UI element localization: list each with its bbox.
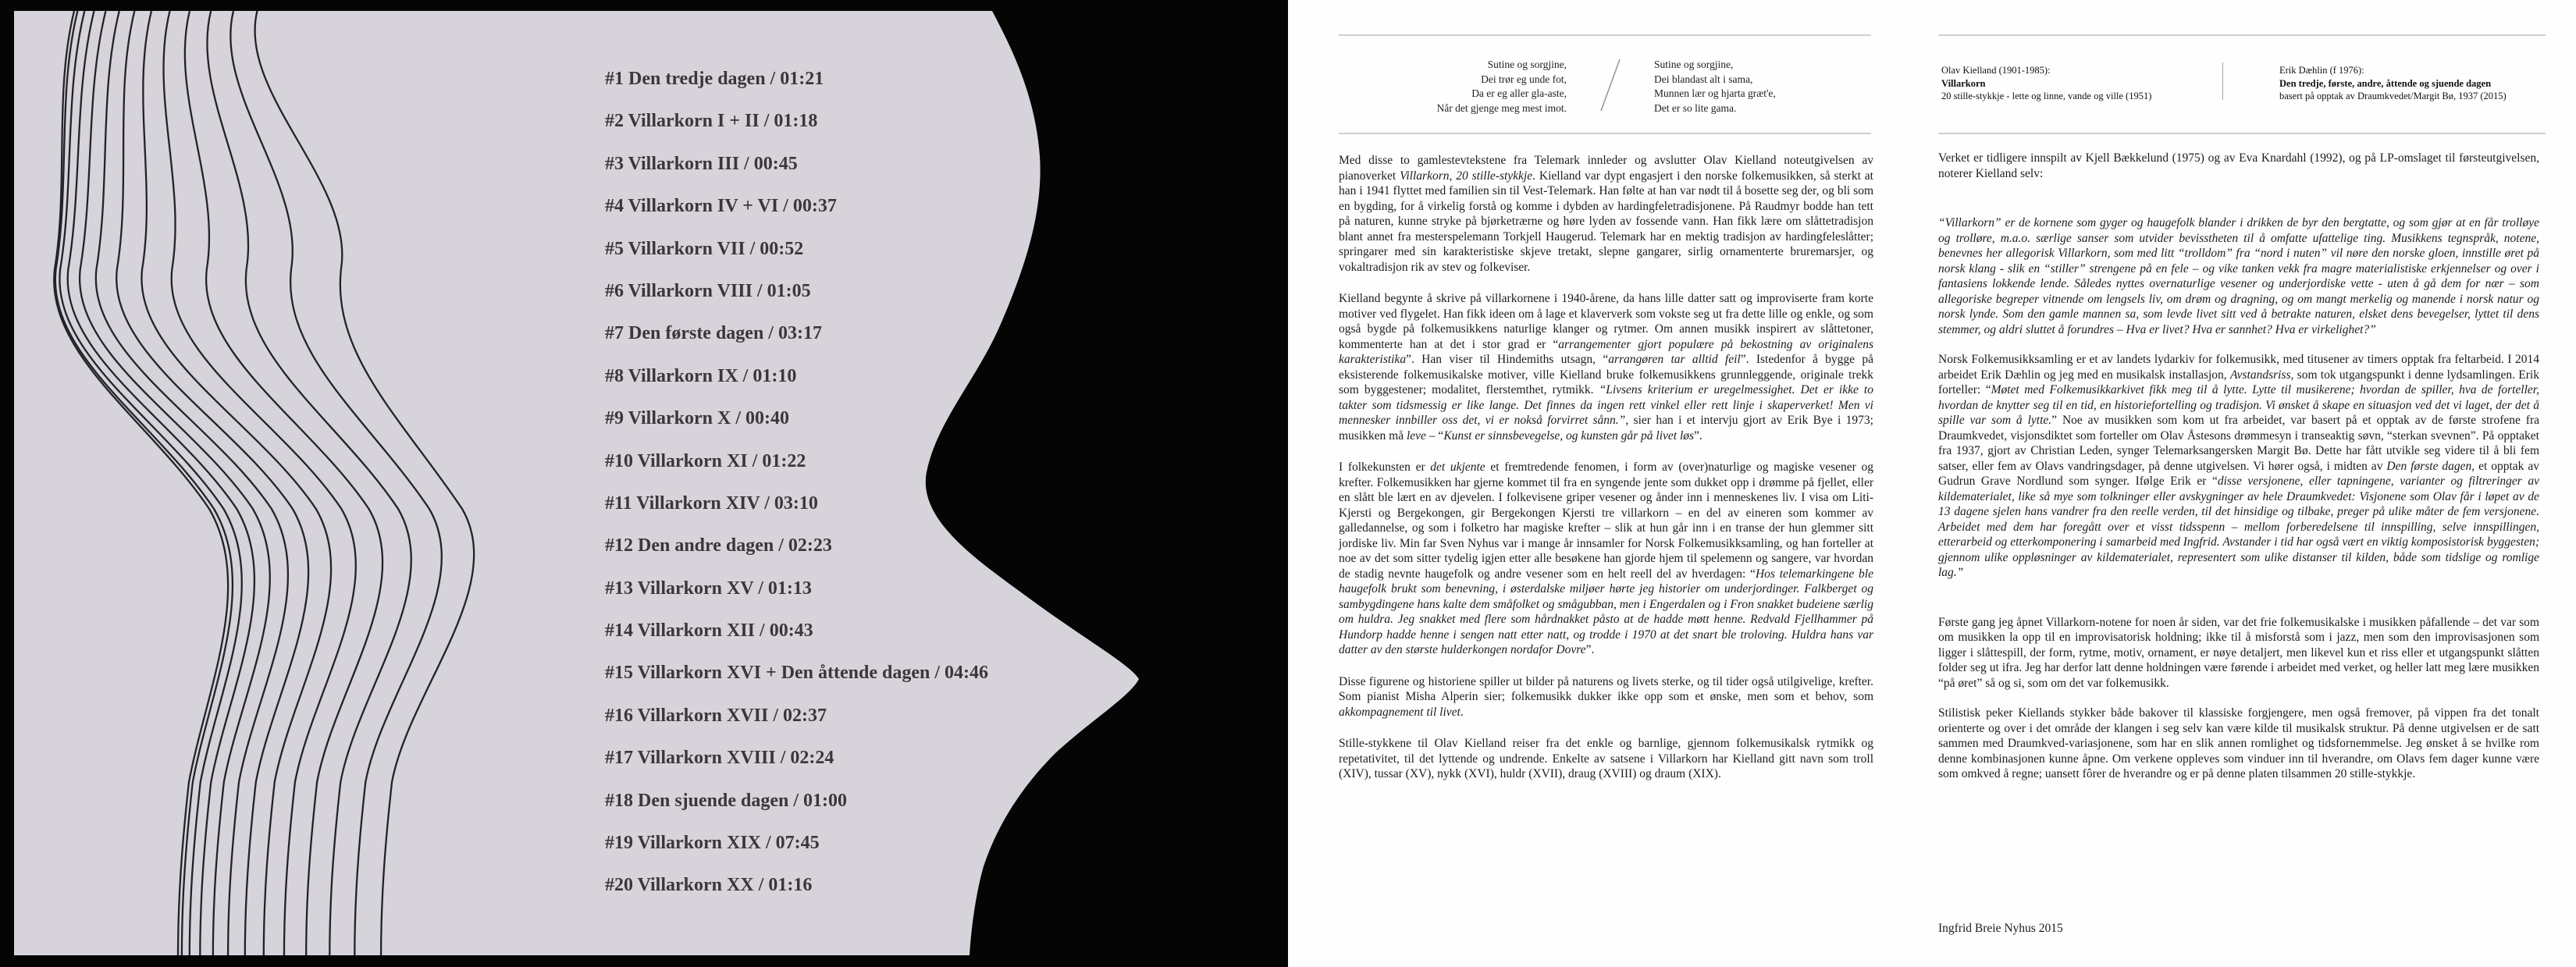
track-item: #16 Villarkorn XVII / 02:37 [605, 705, 827, 726]
track-item: #5 Villarkorn VII / 00:52 [605, 238, 804, 259]
paragraph: Disse figurene og historiene spiller ut bilder på naturens og livets sterke, og til tider også utilgivelige, krefter. Som pianist Misha Alperin sier; folkemusikk dukker ikke opp som et ønske, men som et behov, som akkompagnement til livet. [1339, 674, 1873, 719]
stanza-left [1339, 58, 1567, 116]
track-item: #20 Villarkorn XX / 01:16 [605, 875, 813, 896]
paragraph: Verket er tidligere innspilt av Kjell Bækkelund (1975) og av Eva Knardahl (1992), og på LP-omslaget til førsteutgivelsen, noterer Kielland selv: [1938, 151, 2539, 180]
track-item: #11 Villarkorn XIV / 03:10 [605, 492, 818, 514]
paragraph: Stille-stykkene til Olav Kielland reiser fra det enkle og barnlige, gjennom folkemusikalsk rytmikk og repetativitet, til det lyttende og undrende. Enkelte av satsene i Villarkorn har Kielland gitt navn som troll (XIV), tussar (XV), nykk (XVI), huldr (XVII), draug (XVIII) og draum (XIX). [1339, 737, 1873, 780]
signature-text: Ingfrid Breie Nyhus 2015 [1938, 922, 2063, 935]
credit-line: basert på opptak av Draumkvedet/Margit Bø, 1937 (2015) [2279, 91, 2507, 101]
slash-icon [1587, 58, 1634, 112]
track-item: #13 Villarkorn XV / 01:13 [605, 578, 812, 599]
header-rule-top-left [1339, 34, 1871, 36]
verse-line: Munnen lær og hjarta græt'e, [1654, 87, 1776, 99]
verse-line: Det er so lite gama. [1654, 101, 1737, 114]
credit-work-title: Den tredje, første, andre, åttende og sjuende dagen [2279, 77, 2492, 89]
verse-line: Sutine og sorgjine, [1654, 59, 1734, 70]
credit-line: Erik Dæhlin (f 1976): [2279, 65, 2364, 76]
track-item: #14 Villarkorn XII / 00:43 [605, 620, 813, 642]
track-item: #2 Villarkorn I + II / 01:18 [605, 111, 818, 132]
stanza-right [1654, 58, 1776, 116]
track-item: #17 Villarkorn XVIII / 02:24 [605, 748, 834, 769]
track-item: #4 Villarkorn IV + VI / 00:37 [605, 196, 837, 217]
credit-line: 20 stille-stykkje - lette og linne, vande og ville (1951) [1941, 91, 2152, 101]
track-item: #6 Villarkorn VIII / 01:05 [605, 280, 811, 301]
track-item: #9 Villarkorn X / 00:40 [605, 408, 790, 429]
verse-line: Når det gjenge meg mest imot. [1436, 101, 1567, 114]
paragraph: “Villarkorn” er de kornene som gyger og haugefolk blander i drikken de byr den bergtatte, og som gjør at en får trolløye og trolløre, m.a.o. særlige sanser som utvider bevisstheten til å omfatte ufattelige ting. Musikkens tegnspråk, notene, benevnes her allegorisk Villarkorn, som med litt “trolldom” fra “nord i nuten” vil nøre den norske gloen, innstille øret på norsk klang - slik en “stiller” strengene på en fele – og vike tanken vekk fra magre materialistiske erkjennelser og over i fantasiens lokkende lende. Således nyttes overnaturlige vesener og underjordiske vette - uten å gå dem for nær – som allegoriske begreper vitnende om lengsels liv, om drøm og dragning, og om mangt merkelig og manende i norsk natur og norsk lynde. Som den gamle mannen sa, som levde livet sitt ved å betrakte naturen, elsket dens bevegelser, lyttet til dens stemmer, og aldri sluttet å forundres – Hva er livet? Hva er sannhet? Hva er virkelighet?” [1938, 216, 2539, 336]
credit-divider-line [2222, 62, 2223, 100]
header-rule-top-right [1938, 34, 2546, 36]
paragraph: Med disse to gamlestevtekstene fra Telemark innleder og avslutter Olav Kielland noteutgivelsen av pianoverket Villarkorn, 20 stille-stykkje. Kielland var dypt engasjert i den norske folkemusikken, så sterkt at han i 1941 flyttet med familien sin til Vest-Telemark. Han følte at han var nødt til å bosette seg der, og bli som en bygding, for å virkelig forstå og komme i dybden av hardingfeletradisjonene. På Raudmyr bodde han tett på naturen, kunne stryke på bjørketrærne og høre lyden av fossende vann. Han fikk lære om slåttetradisjon blant annet fra mesterspelemann Torkjell Haugerud. Telemark har en mektig tradisjon av hardingfeleslåtter; springarer med sin karakteristiske skjeve tretakt, slepne gangarer, sirlig ornamenterte bruremarsjer, og vokaltradisjon rik av stev og folkeviser. [1339, 154, 1873, 274]
track-list [605, 69, 1198, 918]
header-rule-bottom-right [1938, 133, 2546, 134]
credit-olav-kielland [1941, 64, 2151, 103]
verse-line: Dei trør eg unde fot, [1481, 73, 1567, 85]
header-rule-bottom-left [1339, 133, 1871, 134]
paragraph: I folkekunsten er det ukjente et fremtredende fenomen, i form av (over)naturlige og magiske vesener og krefter. Folkemusikken har gjerne kommet til fra en syngende jente som dukket opp i drømme på fjellet, eller en slått ble lært en av djevelen. I folkevisene griper vesener og ånder inn i menneskenes liv. I visa om Liti-Kjersti og Bergekongen, gir Bergekongen Kjersti tre villarkorn – en del av eineren som kommer av galledannelse, og som i folketro har magiske krefter – slik at hun går inn i en transe der hun glemmer sitt jordiske liv. Min far Sven Nyhus var i mange år innsamler for Norsk Folkemusikksamling, og han forteller at noe av det som sitter tydelig igjen etter alle besøkene han gjorde hjem til spelemenn og sangere, var hvordan de stadig nevnte haugefolk og andre vesener som en helt reell del av hverdagen: “Hos telemarkingene ble haugefolk brukt som benevning, i østerdalske miljøer hørte jeg historier om underjordinger. Falkberget og sambygdingene hans kalte dem småfolket og smågubban, men i Engerdalen og i Fron snakket budeiene særlig om huldra. Jeg snakket med flere som hårdnakket påsto at de hadde møtt henne. Redvald Fjellhammer på Hundorp hadde henne i sengen natt etter natt, og trodde i 1970 at det snart ble troloving. Huldra hans var datter av den største hulderkongen nordafor Dovre”. [1339, 460, 1873, 656]
stev-verses [1339, 58, 1871, 116]
paragraph: Norsk Folkemusikksamling er et av landets lydarkiv for folkemusikk, med titusener av timers opptak fra feltarbeid. I 2014 arbeidet Erik Dæhlin og jeg med en musikalsk installasjon, Avstandsriss, som tok utgangspunkt i denne lydsamlingen. Erik forteller: “Møtet med Folkemusikkarkivet fikk meg til å lytte. Lytte til musikerene; hvordan de spiller, hva de forteller, hvordan de knytter seg til en tid, en historiefortelling og tradisjon. Vi ønsket å skape en situasjon ved det vi laget, der det å spille var som å lytte.” Noe av musikken som kom ut fra arbeidet, var basert på et opptak av de første strofene fra Draumkvedet, visjonsdiktet som forteller om Olav Åstesons drømmesyn i transeaktig søvn, “sterkan svevnen”. På opptaket fra 1937, gjort av Christian Leden, synger Telemarksangersken Margit Bø. Dette har fått utvikle seg videre til å bli fem satser, eller fem av Olavs vandringsdager, på denne utgivelsen. Vi hører også, i midten av Den første dagen, et opptak av Gudrun Grave Nordlund som synger. Ifølge Erik er “disse versjonene, eller tapningene, varianter og filtreringer av kildematerialet, like så mye som tolkninger eller avskygninger av hele Draumkvedet: Visjonene som Olav får i løpet av de 13 dagene sjelen hans vandrer fra den reelle verden, til det hinsidige og tilbake, preger på ulike måter de fem versjonene. Arbeidet med dem har foregått over et visst tidsspenn – mellom forberedelsene til innspilling, selve innspillingen, etterarbeid og etterkomponering i samarbeid med Ingfrid. Avstander i tid har også vært en viktig komposistorisk byggesten; gjennom ulike oppløsninger av kildematerialet, representert som ulike distanser til kilden, både som tidslige og romlige lag.” [1938, 353, 2539, 579]
track-item: #1 Den tredje dagen / 01:21 [605, 69, 824, 89]
verse-line: Dei blandast alt i sama, [1654, 73, 1753, 85]
paragraph: Stilistisk peker Kiellands stykker både bakover til klassiske forgjengere, men også fremover, på vippen fra det tonalt orienterte og over i det område der klangen i seg selv kan være kilde til musikalsk struktur. På denne utgivelsen er de satt sammen med Draumkved-variasjonene, som har en slik annen romlighet og tidsfornemmelse. Jeg ønsket å se hvilke rom denne kombinasjonen kunne åpne. Om verkene oppleves som vinduer inn til hverandre, om Olavs fem dager kunne være som omkved å regne; uansett fôrer de hverandre og er på denne platen tilsammen 20 stille-stykkje. [1938, 706, 2539, 780]
track-item: #10 Villarkorn XI / 01:22 [605, 450, 806, 471]
verse-line: Da er eg aller gla-aste, [1471, 87, 1567, 99]
liner-notes-column-1 [1339, 153, 1873, 798]
paragraph: Første gang jeg åpnet Villarkorn-notene for noen år siden, var det frie folkemusikalske i musikken påfallende – det var som om musikken la opp til en improvisatorisk holdning; ikke til å misforstå som i jazz, men som den improvisasjonen som ligger i slåttespill, der form, rytme, motiv, ornament, er nøye detaljert, men likevel kun et riss eller et utgangspunkt slåtten folder seg ut ifra. Jeg har derfor latt denne holdningen være førende i arbeidet med verket, og heller latt meg lære musikken “på øret” så og si, som om det var folkemusikk. [1938, 615, 2539, 690]
track-item: #18 Den sjuende dagen / 01:00 [605, 790, 848, 811]
track-item: #8 Villarkorn IX / 01:10 [605, 365, 797, 386]
signature [1938, 921, 2539, 937]
liner-notes-column-2 [1938, 151, 2539, 797]
verse-divider [1567, 58, 1654, 112]
track-item: #12 Den andre dagen / 02:23 [605, 535, 832, 556]
credit-erik-daehlin [2279, 64, 2507, 103]
paragraph: Kielland begynte å skrive på villarkornene i 1940-årene, da hans lille datter satt og improviserte fram korte motiver ved flygelet. Han fikk ideen om å lage et klaververk som vokste seg ut fra dette lille og enkle, og som også bygde på folkemusikkens naturlige klanger og rytmer. Om annen musikk inspirert av slåttetoner, kommenterte han at det i stor grad er “arrangementer gjort populære på bekostning av originalens karakteristika”. Han viser til Hindemiths utsagn, “arrangøren tar alltid feil”. Istedenfor å bygge på eksisterende folkemusikalske motiver, ville Kielland bruke folkemusikkens grunnleggende, originale trekk som byggestener; modalitet, flerstemthet, rytmikk. “Livsens kriterium er uregelmessighet. Det er ikke to takter som tidsmessig er like lange. Det finnes da ingen rett vinkel eller rett linje i skaperverket! Men vi mennesker innbiller oss det, vi er nokså forvirret sånn.”, sier han i et intervju gjort av Erik Bye i 1973; musikken må leve – “Kunst er sinnsbevegelse, og kunsten går på livet løs”. [1339, 292, 1874, 443]
credit-line: Olav Kielland (1901-1985): [1941, 65, 2051, 76]
track-item: #7 Den første dagen / 03:17 [605, 323, 822, 344]
track-item: #19 Villarkorn XIX / 07:45 [605, 833, 820, 854]
track-item: #3 Villarkorn III / 00:45 [605, 153, 798, 174]
verse-line: Sutine og sorgjine, [1487, 59, 1567, 70]
track-item: #15 Villarkorn XVI + Den åttende dagen / 04:46 [605, 663, 989, 684]
right-page [1288, 0, 2576, 967]
credit-work-title: Villarkorn [1941, 77, 1986, 89]
